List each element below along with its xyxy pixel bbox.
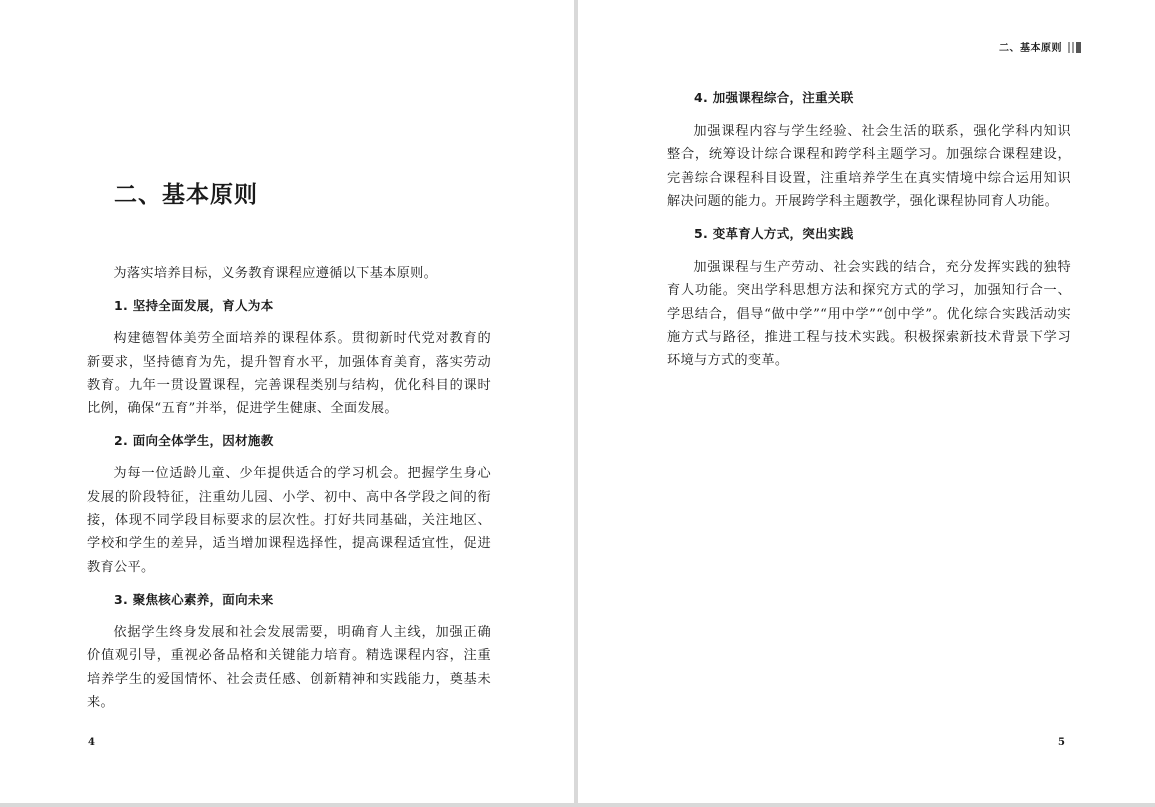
- intro-paragraph: 为落实培养目标，义务教育课程应遵循以下基本原则。: [113, 266, 438, 281]
- section-body-1: 构建德智体美劳全面培养的课程体系。贯彻新时代党对教育的新要求，坚持德育为先，提升智育水平，加强体育美育，落实劳动教育。九年一贯设置课程，完善课程类别与结构，优化科目的课时比例，确保“五育”并举，促进学生健康、全面发展。: [87, 331, 491, 417]
- section-body-3: 依据学生终身发展和社会发展需要，明确育人主线，加强正确价值观引导，重视必备品格和关键能力培育。精选课程内容，注重培养学生的爱国情怀、社会责任感、创新精神和实践能力，奠基未来。: [87, 624, 491, 710]
- page-number-right: 5: [1058, 737, 1065, 748]
- section-body-4: 加强课程内容与学生经验、社会生活的联系，强化学科内知识整合，统筹设计综合课程和跨学科主题学习。加强综合课程建设，完善综合课程科目设置，注重培养学生在真实情境中综合运用知识解决问题的能力。开展跨学科主题教学，强化课程协同育人功能。: [667, 124, 1071, 209]
- page-number-left: 4: [88, 737, 95, 748]
- section-body-5: 加强课程与生产劳动、社会实践的结合，充分发挥实践的独特育人功能。突出学科思想方法和探究方式的学习，加强知行合一、学思结合，倡导“做中学”“用中学”“创中学”。优化综合实践活动实施方式与路径，推进工程与技术实践。积极探索新技术背景下学习环境与方式的变革。: [667, 260, 1071, 369]
- running-head-text: 二、基本原则: [999, 43, 1062, 54]
- section-heading-1: 1. 坚持全面发展，育人为本: [114, 298, 274, 314]
- chapter-title: 二、基本原则: [114, 181, 258, 208]
- running-head: [999, 39, 1081, 54]
- running-head-bar-thick: [1076, 42, 1081, 53]
- right-page-content: [667, 88, 1071, 373]
- running-head-bar-mid: [1072, 42, 1074, 53]
- section-body-2: 为每一位适龄儿童、少年提供适合的学习机会。把握学生身心发展的阶段特征，注重幼儿园、小学、初中、高中各学段之间的衔接，体现不同学段目标要求的层次性。打好共同基础，关注地区、学校和学生的差异，适当增加课程选择性，提高课程适宜性，促进教育公平。: [87, 466, 491, 575]
- section-heading-5: 5. 变革育人方式，突出实践: [694, 226, 854, 242]
- running-head-bar-thin: [1068, 42, 1070, 53]
- left-page-content: [87, 262, 491, 714]
- section-heading-2: 2. 面向全体学生，因材施教: [114, 433, 274, 449]
- left-page: [0, 0, 574, 803]
- right-page: [578, 0, 1155, 803]
- section-heading-3: 3. 聚焦核心素养，面向未来: [114, 591, 274, 607]
- section-heading-4: 4. 加强课程综合，注重关联: [694, 90, 854, 105]
